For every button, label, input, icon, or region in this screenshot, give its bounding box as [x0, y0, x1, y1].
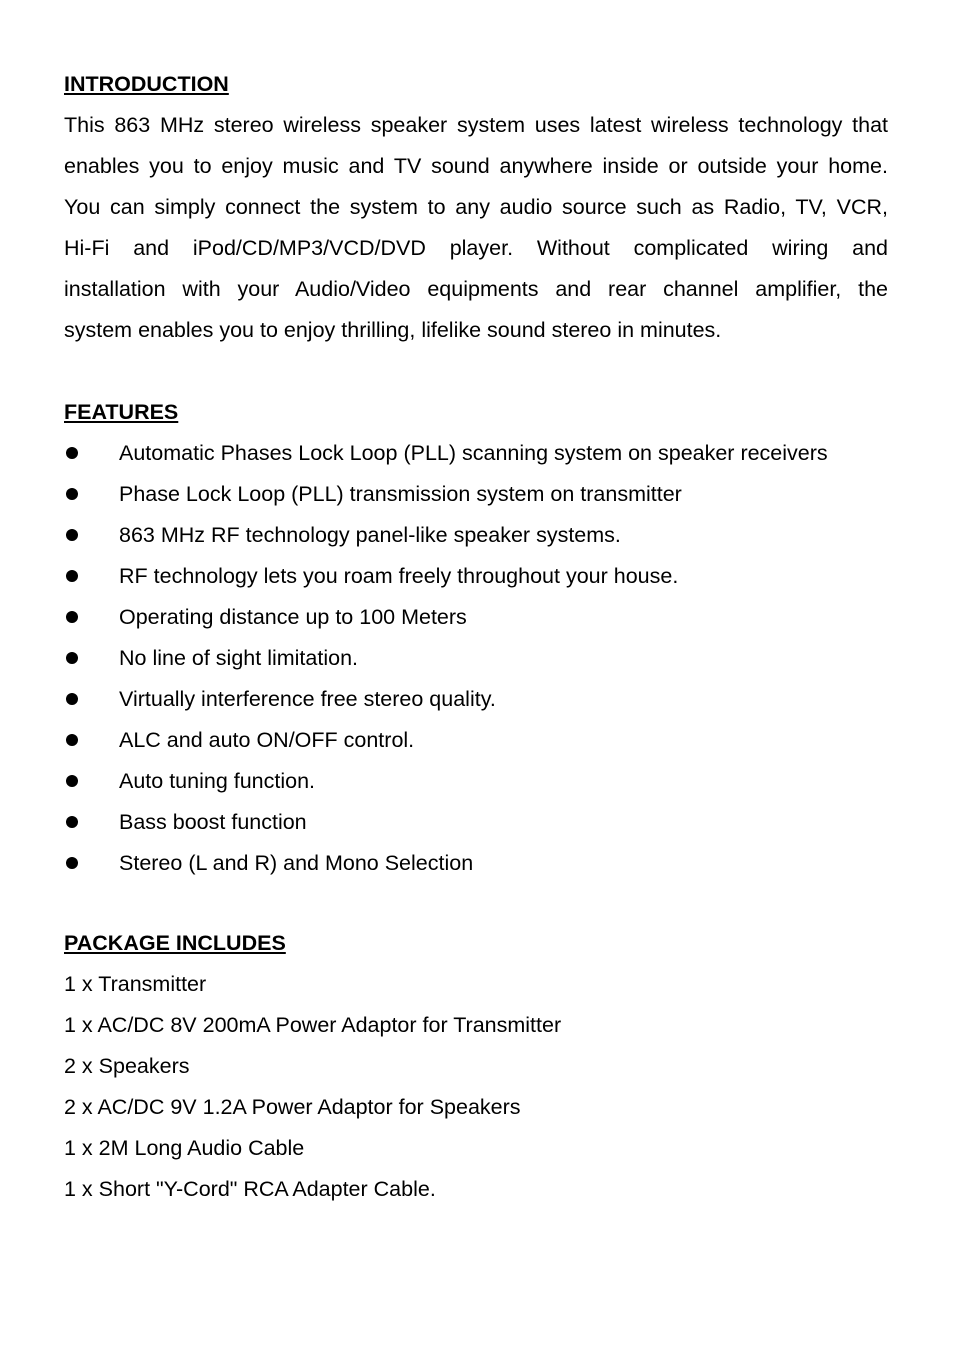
- introduction-line: enables you to enjoy music and TV sound anywhere inside or outside your home.: [64, 154, 888, 178]
- feature-item: [64, 474, 904, 515]
- feature-item: [64, 802, 904, 843]
- feature-text: Operating distance up to 100 Meters: [119, 605, 467, 629]
- package-includes-heading: PACKAGE INCLUDES: [64, 931, 286, 955]
- features-heading: FEATURES: [64, 400, 179, 424]
- bullet-icon: [66, 447, 78, 459]
- feature-item: [64, 761, 904, 802]
- feature-text: RF technology lets you roam freely throughout your house.: [119, 564, 679, 588]
- feature-item: [64, 433, 904, 474]
- feature-text: 863 MHz RF technology panel-like speaker systems.: [119, 523, 621, 547]
- feature-item: [64, 556, 904, 597]
- introduction-line: Hi-Fi and iPod/CD/MP3/VCD/DVD player. Without complicated wiring and: [64, 236, 888, 260]
- bullet-icon: [66, 734, 78, 746]
- package-item: 2 x AC/DC 9V 1.2A Power Adaptor for Speakers: [64, 1095, 521, 1119]
- package-item: 1 x Short "Y-Cord" RCA Adapter Cable.: [64, 1177, 436, 1201]
- feature-item: [64, 679, 904, 720]
- bullet-icon: [66, 775, 78, 787]
- feature-text: Bass boost function: [119, 810, 307, 834]
- bullet-icon: [66, 529, 78, 541]
- bullet-icon: [66, 652, 78, 664]
- feature-text: No line of sight limitation.: [119, 646, 358, 670]
- introduction-line: installation with your Audio/Video equipments and rear channel amplifier, the: [64, 277, 888, 301]
- package-item: 2 x Speakers: [64, 1054, 190, 1078]
- introduction-line: system enables you to enjoy thrilling, lifelike sound stereo in minutes.: [64, 318, 722, 342]
- package-list: [64, 964, 561, 1210]
- feature-text: Phase Lock Loop (PLL) transmission system on transmitter: [119, 482, 682, 506]
- bullet-icon: [66, 693, 78, 705]
- feature-item: [64, 720, 904, 761]
- feature-text: Stereo (L and R) and Mono Selection: [119, 851, 474, 875]
- package-item: 1 x 2M Long Audio Cable: [64, 1136, 305, 1160]
- package-item: 1 x Transmitter: [64, 972, 207, 996]
- bullet-icon: [66, 570, 78, 582]
- introduction-line: You can simply connect the system to any audio source such as Radio, TV, VCR,: [64, 195, 888, 219]
- feature-text: Virtually interference free stereo quality.: [119, 687, 496, 711]
- package-item: 1 x AC/DC 8V 200mA Power Adaptor for Transmitter: [64, 1013, 562, 1037]
- feature-item: [64, 843, 904, 884]
- feature-text: Auto tuning function.: [119, 769, 316, 793]
- bullet-icon: [66, 857, 78, 869]
- introduction-line: This 863 MHz stereo wireless speaker system uses latest wireless technology that: [64, 113, 888, 137]
- feature-text: Automatic Phases Lock Loop (PLL) scanning system on speaker receivers: [119, 441, 828, 465]
- feature-text: ALC and auto ON/OFF control.: [119, 728, 415, 752]
- feature-item: [64, 638, 904, 679]
- feature-item: [64, 515, 904, 556]
- feature-item: [64, 597, 904, 638]
- bullet-icon: [66, 816, 78, 828]
- bullet-icon: [66, 488, 78, 500]
- introduction-heading: INTRODUCTION: [64, 72, 229, 96]
- bullet-icon: [66, 611, 78, 623]
- features-list: [64, 433, 904, 884]
- introduction-paragraph: [64, 105, 888, 351]
